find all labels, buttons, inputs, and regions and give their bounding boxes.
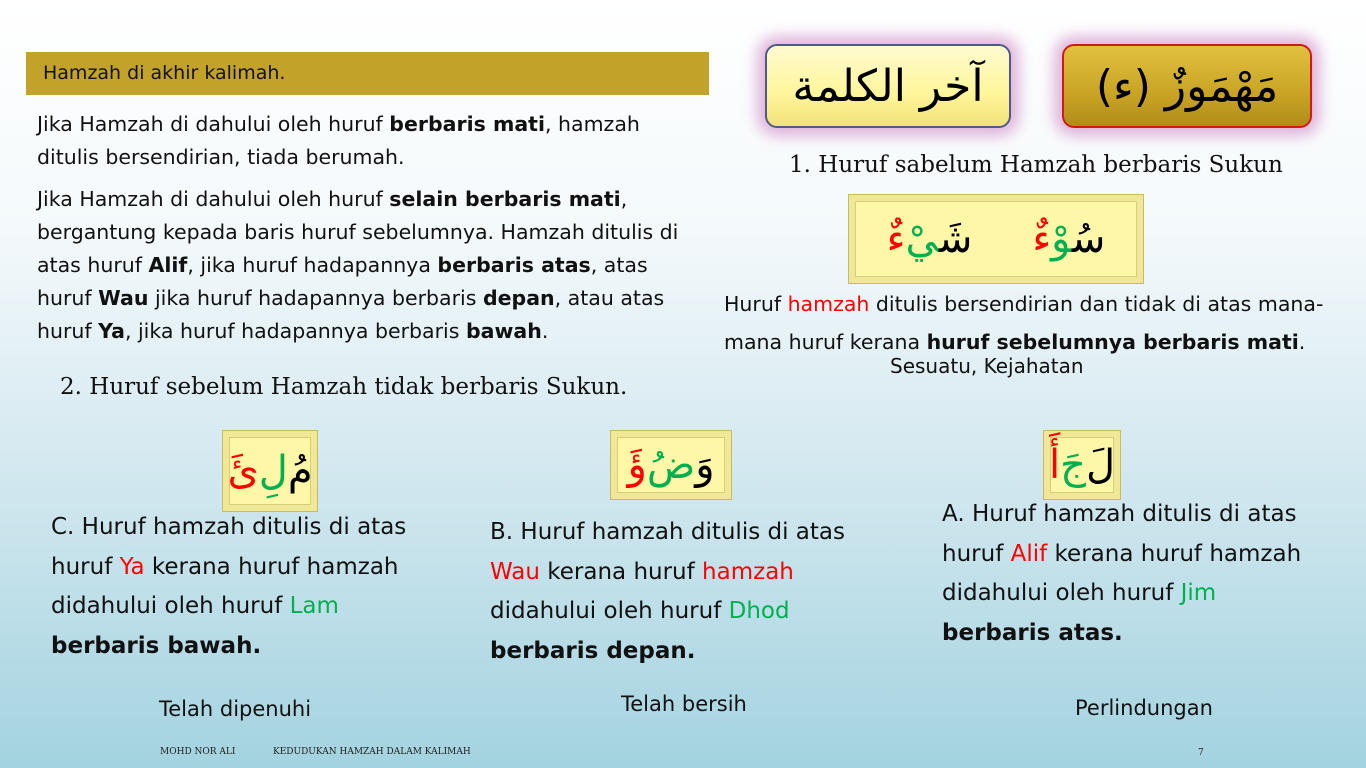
heading-1: 1. Huruf sabelum Hamzah berbaris Sukun [789, 152, 1283, 178]
footer-title: KEDUDUKAN HAMZAH DALAM KALIMAH [273, 747, 471, 757]
title-box-akhir-kalimah: آخر الكلمة [765, 44, 1011, 128]
footer-author: MOHD NOR ALI [160, 747, 236, 757]
text: Jika Hamzah di dahului oleh huruf [37, 112, 390, 136]
text: , jika huruf hadapannya [187, 253, 438, 277]
paragraph-1 [37, 108, 707, 174]
paragraph-2 [37, 183, 702, 348]
example-a-text: A. Huruf hamzah ditulis di atas huruf Alif kerana huruf hamzah didahului oleh huruf Jim berbaris atas. [942, 501, 1302, 646]
page-number: 7 [1198, 748, 1204, 758]
text: bawah [465, 319, 542, 343]
text: , bergantung kepada baris huruf sebelumnya. Hamzah ditulis di atas huruf [37, 187, 679, 277]
sukun-meaning: Sesuatu, Kejahatan [890, 354, 1084, 378]
section-banner: Hamzah di akhir kalimah. [26, 52, 709, 95]
text: , hamzah ditulis bersendirian, tiada berumah. [37, 112, 640, 169]
arabic-word-box-wadhu: وَ ضُ ؤَ [610, 430, 732, 500]
text: . [541, 319, 549, 343]
arabic-word-box-lajaa: لَ جَ أَ [1043, 430, 1121, 500]
heading-2: 2. Huruf sebelum Hamzah tidak berbaris Sukun. [60, 374, 628, 400]
text: , jika huruf hadapannya berbaris [124, 319, 466, 343]
sukun-words-box [848, 194, 1144, 284]
title-box-mahmuz: مَهْمَوزٌ (ء) [1062, 44, 1312, 128]
sukun-description: Huruf hamzah ditulis bersendirian dan tidak di atas mana-mana huruf kerana huruf sebelumnya berbaris mati. [724, 292, 1324, 354]
text: jika huruf hadapannya berbaris [148, 286, 483, 310]
text: berbaris atas [437, 253, 591, 277]
text: , atas huruf [37, 253, 648, 310]
text: Alif [148, 253, 188, 277]
text: , atau atas huruf [37, 286, 665, 343]
text: berbaris mati [389, 112, 545, 136]
text: depan [482, 286, 555, 310]
arabic-word-box-mulia: مُ لِ ئَ [222, 430, 318, 512]
text: selain berbaris mati [389, 187, 621, 211]
example-a-meaning: Perlindungan [1075, 696, 1213, 720]
arabic-word-su: سُوْءٌ [1032, 216, 1106, 262]
example-b-text: B. Huruf hamzah ditulis di atas Wau kerana huruf hamzah didahului oleh huruf Dhod berbaris depan. [490, 519, 845, 664]
text: Jika Hamzah di dahului oleh huruf [37, 187, 390, 211]
text: Ya [98, 319, 125, 343]
example-c-meaning: Telah dipenuhi [159, 697, 312, 721]
text: Wau [98, 286, 149, 310]
example-b-meaning: Telah bersih [621, 692, 747, 716]
example-c-text: C. Huruf hamzah ditulis di atas huruf Ya kerana huruf hamzah didahului oleh huruf Lam berbaris bawah. [51, 514, 407, 659]
arabic-word-syai: شَيْءٌ [886, 216, 973, 262]
